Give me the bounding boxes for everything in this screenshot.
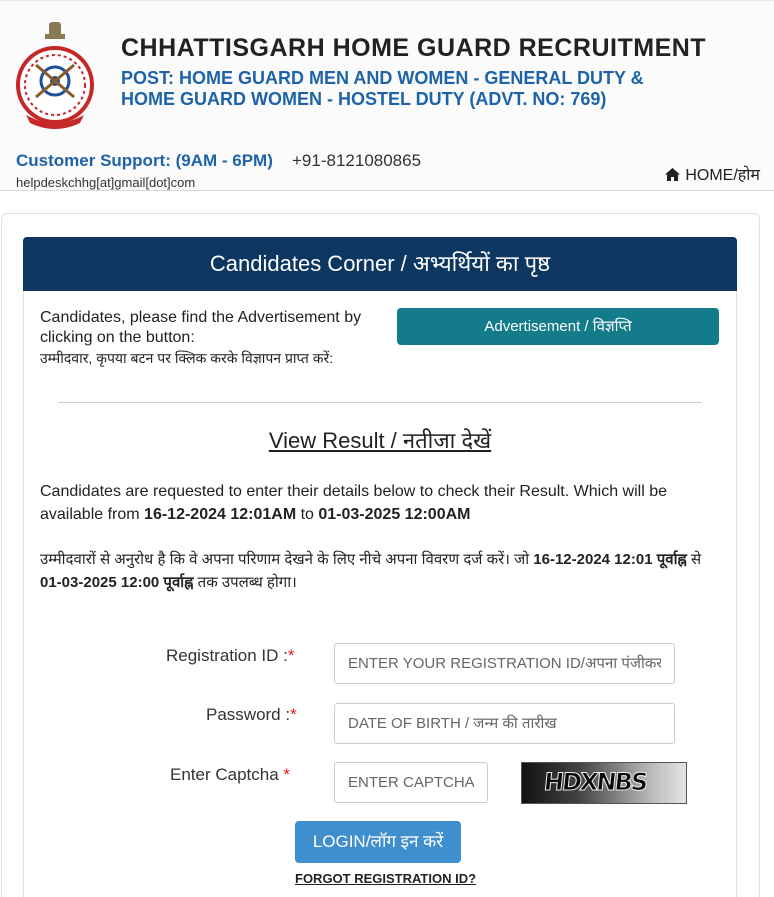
advertisement-instructions xyxy=(40,308,380,368)
registration-id-label-text: Registration ID : xyxy=(166,646,288,665)
home-link[interactable] xyxy=(665,163,760,185)
result-from-date: 16-12-2024 12:01AM xyxy=(144,506,297,523)
home-link-label: HOME/होम xyxy=(685,167,760,184)
captcha-label xyxy=(170,765,290,785)
emblem-logo-icon xyxy=(14,19,96,133)
required-mark: * xyxy=(290,705,297,724)
result-info-hi-mid: से xyxy=(686,551,702,568)
registration-id-input[interactable] xyxy=(334,643,675,684)
captcha-label-text: Enter Captcha xyxy=(170,765,284,784)
result-info-en xyxy=(40,480,720,526)
advertisement-button[interactable]: Advertisement / विज्ञप्ति xyxy=(397,308,719,345)
support-phone: +91-8121080865 xyxy=(292,151,422,170)
login-button[interactable]: LOGIN/लॉग इन करें xyxy=(295,821,461,863)
site-title: CHHATTISGARH HOME GUARD RECRUITMENT xyxy=(121,34,707,62)
customer-support-label: Customer Support: (9AM - 6PM) xyxy=(16,151,273,170)
result-info-hi-prefix: उम्मीदवारों से अनुरोध है कि वे अपना परिणाम देखने के लिए नीचे अपना विवरण दर्ज करें। जो xyxy=(40,551,534,568)
captcha-input[interactable] xyxy=(334,762,488,803)
password-input[interactable] xyxy=(334,703,675,744)
advertisement-instructions-en: Candidates, please find the Advertisement by clicking on the button: xyxy=(40,309,362,346)
password-label xyxy=(206,705,297,725)
result-info-hi xyxy=(40,548,720,594)
result-to-date: 01-03-2025 12:00AM xyxy=(318,506,471,523)
post-title-line-1: POST: HOME GUARD MEN AND WOMEN - GENERAL DUTY & xyxy=(121,68,644,88)
captcha-image xyxy=(521,762,687,804)
home-icon xyxy=(665,168,680,181)
post-title-line-2: HOME GUARD WOMEN - HOSTEL DUTY (ADVT. NO: 769) xyxy=(121,89,607,109)
captcha-text: HDXNBS xyxy=(542,768,648,796)
password-label-text: Password : xyxy=(206,705,291,724)
required-mark: * xyxy=(287,646,295,665)
forgot-registration-id-link[interactable]: FORGOT REGISTRATION ID? xyxy=(295,871,477,886)
registration-id-label xyxy=(166,646,295,666)
site-header xyxy=(0,0,774,191)
result-info-hi-suffix: तक उपलब्ध होगा। xyxy=(193,574,297,591)
view-result-heading: View Result / नतीजा देखें xyxy=(268,428,492,453)
advertisement-instructions-hi: उम्मीदवार, कृपया बटन पर क्लिक करके विज्ञापन प्राप्त करें: xyxy=(40,350,334,366)
panel-title: Candidates Corner / अभ्यर्थियों का पृष्ठ xyxy=(23,237,737,291)
support-email: helpdeskchhg[at]gmail[dot]com xyxy=(16,175,196,190)
result-info-en-mid: to xyxy=(296,506,319,523)
divider xyxy=(58,402,702,403)
result-from-date-hi: 16-12-2024 12:01 पूर्वाह्न xyxy=(533,551,687,568)
result-info-en-prefix: Candidates are requested to enter their details below to check their Result. Which will be available from xyxy=(40,483,667,523)
result-to-date-hi: 01-03-2025 12:00 पूर्वाह्न xyxy=(40,574,194,591)
required-mark: * xyxy=(283,765,291,784)
